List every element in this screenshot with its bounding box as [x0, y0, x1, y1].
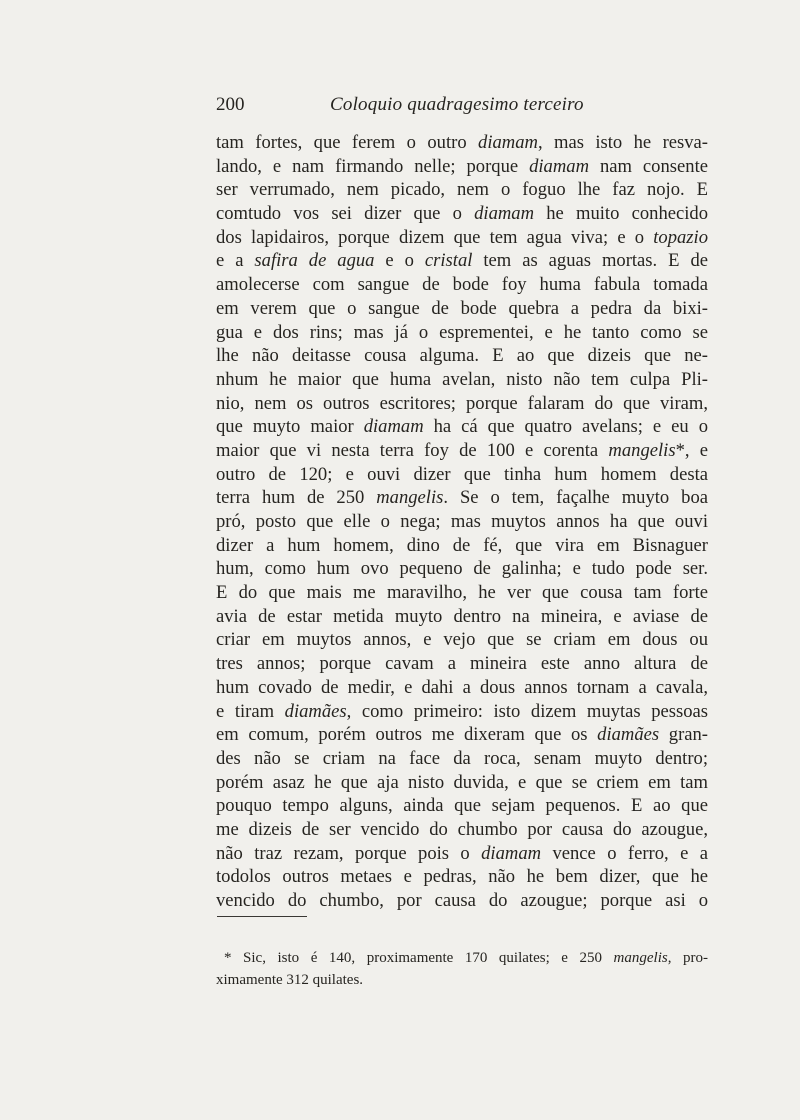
- running-head: [216, 90, 708, 120]
- text-line: outro de 120; e ouvi dizer que tinha hum homem desta: [216, 463, 708, 485]
- text-line: pró, posto que elle o nega; mas muytos annos ha que ouvi: [216, 511, 708, 532]
- text-line: em comum, porém outros me dixeram que os diamães gran-: [216, 724, 708, 746]
- text-line: gua e dos rins; mas já o esprementei, e he tanto como se: [216, 321, 708, 343]
- text-line: avia de estar metida muyto dentro na mineira, e aviase de: [216, 605, 708, 627]
- footnote-line: ximamente 312 quilates.: [216, 972, 364, 988]
- text-line: lando, e nam firmando nelle; porque diamam nam consente: [216, 155, 708, 177]
- text-line: hum covado de medir, e dahi a dous annos tornam a cavala,: [216, 676, 708, 698]
- text-line: em verem que o sangue de bode quebra a pedra da bixi-: [216, 297, 708, 319]
- text-line: que muyto maior diamam ha cá que quatro avelans; e eu o: [216, 416, 708, 438]
- page-number: 200: [216, 94, 245, 115]
- text-line: ser verrumado, nem picado, nem o foguo lhe faz nojo. E: [216, 179, 708, 201]
- text-line: tres annos; porque cavam a mineira este anno altura de: [216, 653, 708, 675]
- body-text: [216, 131, 708, 913]
- text-line: vencido do chumbo, por causa do azougue; porque asi o: [216, 890, 708, 911]
- text-line: lhe não deitasse cousa alguma. E ao que dizeis que ne-: [216, 345, 708, 367]
- text-line: não traz rezam, porque pois o diamam vence o ferro, e a: [216, 842, 708, 864]
- text-line: amolecerse com sangue de bode foy huma fabula tomada: [216, 274, 708, 296]
- text-line: pouquo tempo alguns, ainda que sejam pequenos. E ao que: [216, 795, 708, 817]
- text-line: terra hum de 250 mangelis. Se o tem, façalhe muyto boa: [216, 487, 708, 509]
- footnote: [216, 947, 708, 991]
- text-line: e tiram diamães, como primeiro: isto dizem muytas pessoas: [216, 700, 708, 722]
- text-line: porém asaz he que aja nisto duvida, e que se criem em tam: [216, 771, 708, 793]
- text-line: criar em muytos annos, e vejo que se criam em dous ou: [216, 629, 708, 651]
- text-line: tam fortes, que ferem o outro diamam, mas isto he resva-: [216, 132, 709, 153]
- running-title: Coloquio quadragesimo terceiro: [330, 94, 584, 115]
- text-line: me dizeis de ser vencido do chumbo por causa do azougue,: [216, 818, 708, 840]
- text-line: nhum he maior que huma avelan, nisto não tem culpa Pli-: [216, 368, 708, 390]
- text-line: des não se criam na face da roca, senam muyto dentro;: [216, 747, 708, 769]
- text-line: dos lapidairos, porque dizem que tem agua viva; e o topazio: [216, 226, 708, 248]
- text-line: todolos outros metaes e pedras, não he bem dizer, que he: [216, 866, 708, 888]
- text-line: nio, nem os outros escritores; porque falaram do que viram,: [216, 392, 708, 414]
- text-line: hum, como hum ovo pequeno de galinha; e tudo pode ser.: [216, 558, 708, 580]
- text-line: E do que mais me maravilho, he ver que cousa tam forte: [216, 582, 708, 604]
- footnote-divider: [217, 916, 307, 917]
- text-line: comtudo vos sei dizer que o diamam he muito conhecido: [216, 203, 709, 225]
- footnote-line: * Sic, isto é 140, proximamente 170 quilates; e 250 mangelis, pro-: [224, 950, 708, 966]
- text-line: maior que vi nesta terra foy de 100 e corenta mangelis*, e: [216, 439, 708, 461]
- text-line: dizer a hum homem, dino de fé, que vira em Bisnaguer: [216, 534, 708, 556]
- text-line: e a safira de agua e o cristal tem as aguas mortas. E de: [216, 250, 709, 272]
